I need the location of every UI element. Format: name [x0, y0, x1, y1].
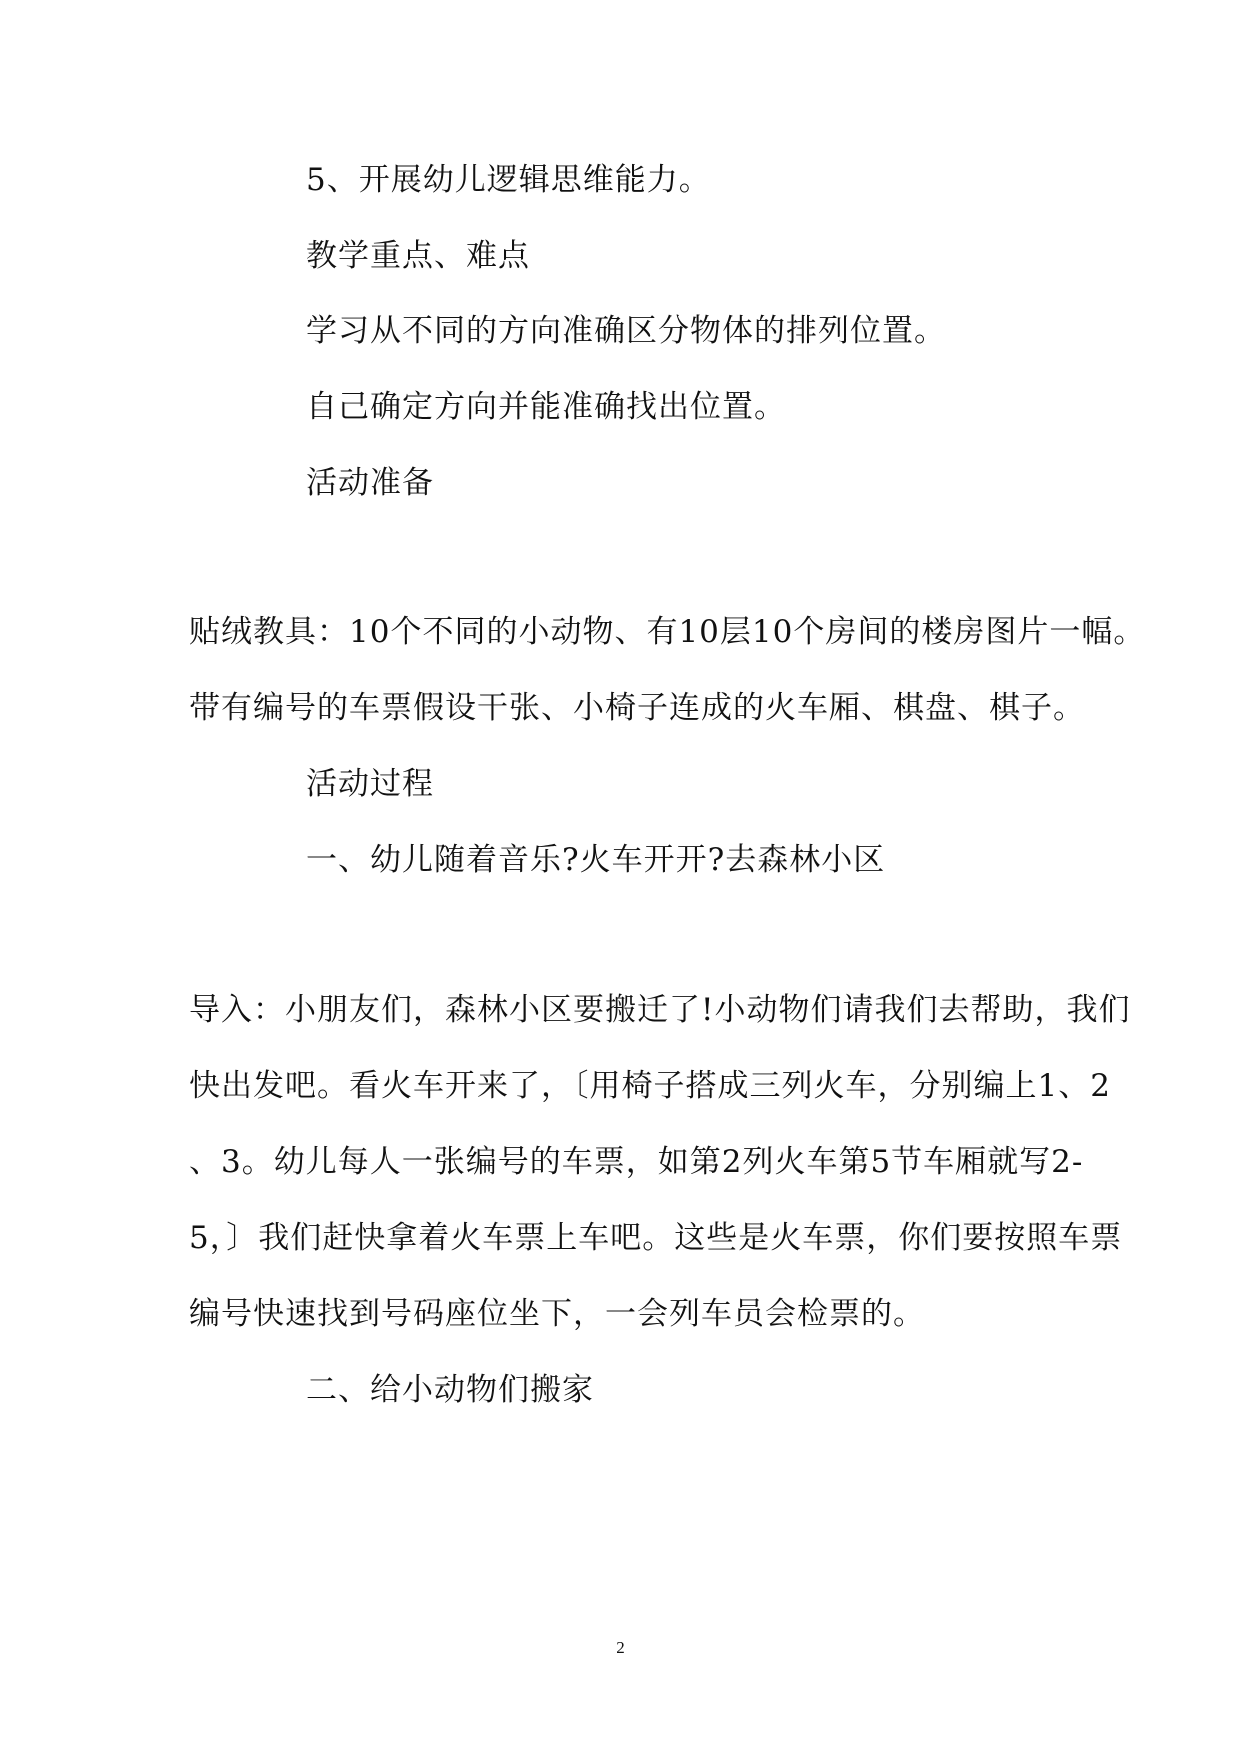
heading-key-difficult-points: 教学重点、难点	[306, 238, 530, 274]
heading-section-two: 二、给小动物们搬家	[306, 1372, 594, 1408]
paragraph-objective-5: 5、开展幼儿逻辑思维能力。	[306, 162, 711, 198]
page-number: 2	[616, 1638, 625, 1657]
heading-section-one: 一、幼儿随着音乐?火车开开?去森林小区	[306, 842, 886, 878]
paragraph-intro-line-5: 编号快速找到号码座位坐下，一会列车员会检票的。	[189, 1296, 925, 1332]
paragraph-intro-line-3: 、3。幼儿每人一张编号的车票，如第2列火车第5节车厢就写2-	[189, 1144, 1084, 1180]
paragraph-key-point-2: 自己确定方向并能准确找出位置。	[306, 389, 786, 425]
paragraph-intro-line-4: 5，〕我们赶快拿着火车票上车吧。这些是火车票，你们要按照车票	[189, 1220, 1123, 1256]
heading-activity-process: 活动过程	[306, 766, 434, 802]
paragraph-materials-line-1: 贴绒教具：10个不同的小动物、有10层10个房间的楼房图片一幅。	[189, 614, 1146, 650]
paragraph-materials-line-2: 带有编号的车票假设干张、小椅子连成的火车厢、棋盘、棋子。	[189, 690, 1085, 726]
paragraph-intro-line-1: 导入：小朋友们，森林小区要搬迁了!小动物们请我们去帮助，我们	[189, 992, 1131, 1028]
heading-activity-preparation: 活动准备	[306, 465, 434, 501]
paragraph-key-point-1: 学习从不同的方向准确区分物体的排列位置。	[306, 313, 946, 349]
paragraph-intro-line-2: 快出发吧。看火车开来了，〔用椅子搭成三列火车，分别编上1、2	[189, 1068, 1111, 1104]
